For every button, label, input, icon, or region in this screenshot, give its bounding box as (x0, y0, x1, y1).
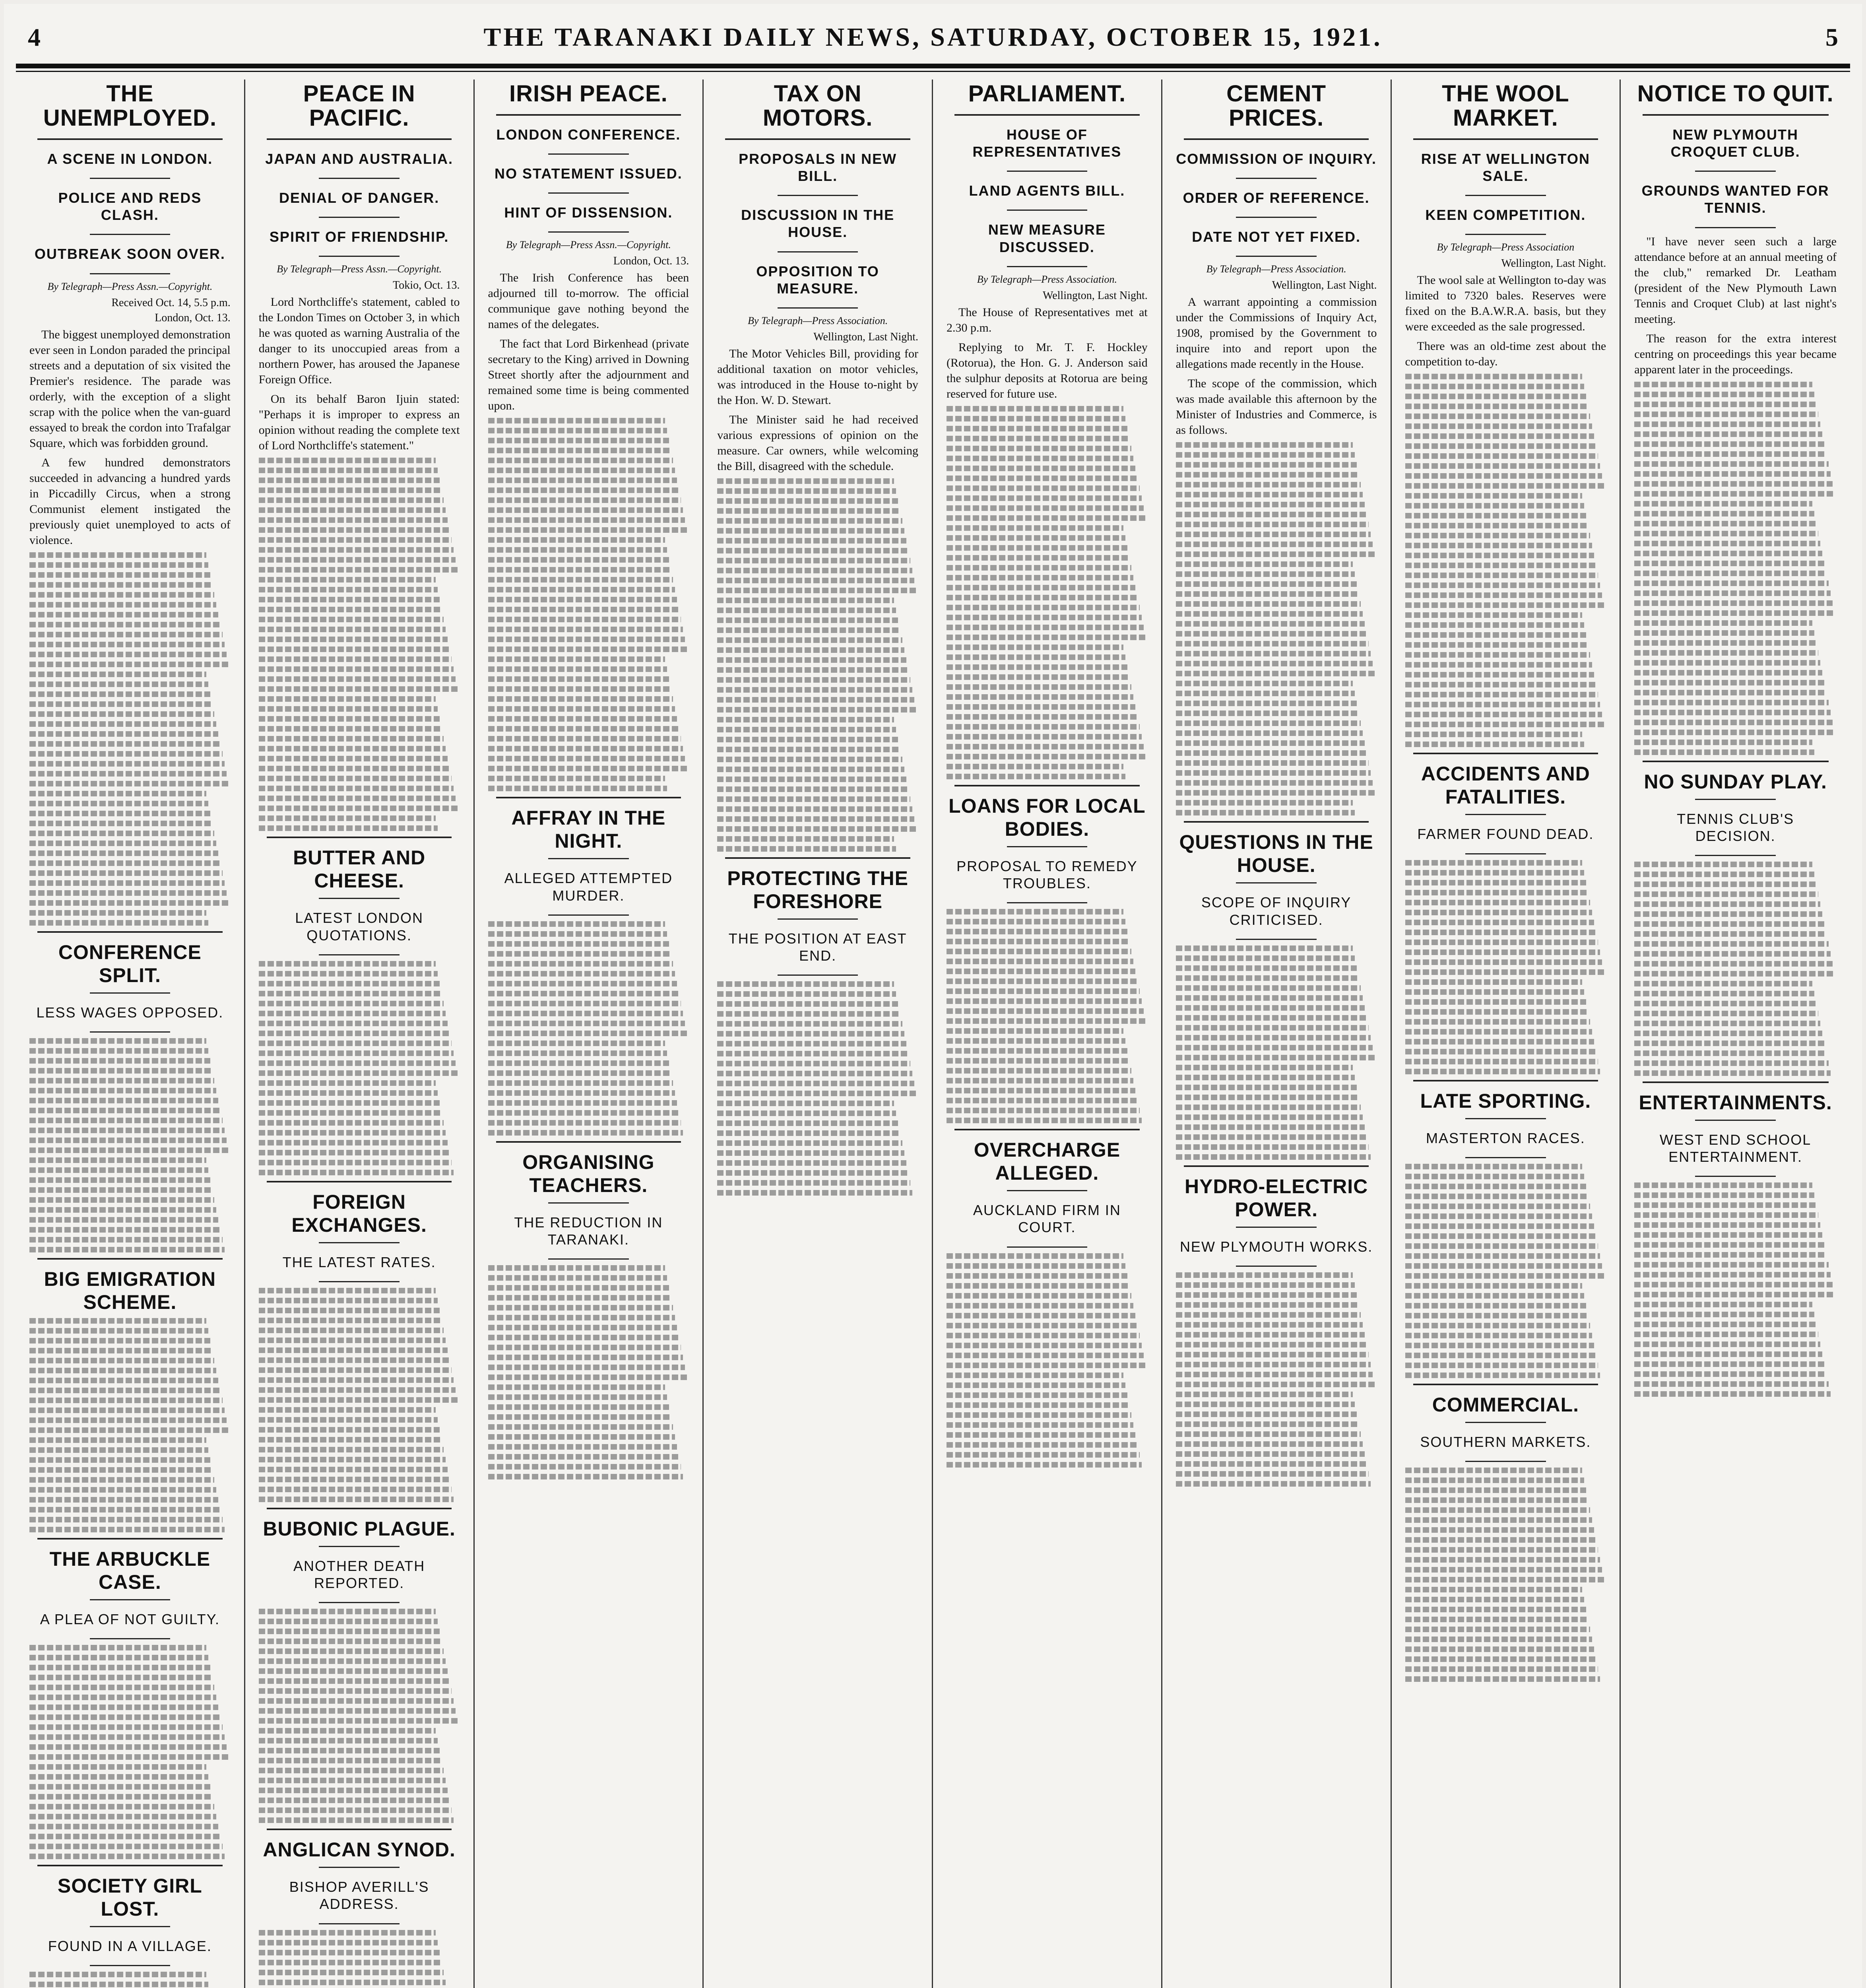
divider (548, 1202, 628, 1204)
section-subheading: A PLEA OF NOT GUILTY. (40, 1611, 220, 1627)
divider (1465, 1422, 1546, 1423)
divider (1465, 814, 1546, 815)
divider (319, 256, 399, 257)
divider (1184, 138, 1369, 140)
article-subheading: OPPOSITION TO MEASURE. (756, 263, 879, 297)
article-headline: CEMENT PRICES. (1226, 81, 1327, 131)
article-subheading: KEEN COMPETITION. (1425, 207, 1586, 223)
section-headline: COMMERCIAL. (1432, 1393, 1579, 1416)
divider (548, 858, 628, 859)
body-text-block (488, 921, 689, 1136)
divider (1184, 821, 1369, 823)
section-subheading: PROPOSAL TO REMEDY TROUBLES. (956, 858, 1138, 892)
article-byline: By Telegraph—Press Association (1437, 241, 1575, 253)
column-4 (704, 80, 933, 1988)
divider (1236, 882, 1316, 883)
divider (319, 217, 399, 218)
section-headline: BIG EMIGRATION SCHEME. (44, 1268, 216, 1313)
article-dateline: Wellington, Last Night. (1501, 257, 1606, 270)
divider (1413, 753, 1598, 754)
divider (778, 918, 858, 920)
section-headline: THE ARBUCKLE CASE. (49, 1547, 211, 1593)
article-byline: By Telegraph—Press Association. (1206, 263, 1346, 275)
section-subheading: AUCKLAND FIRM IN COURT. (973, 1202, 1121, 1236)
body-text-block (29, 1318, 231, 1532)
divider (1236, 1266, 1316, 1267)
divider (90, 1638, 170, 1639)
article-paragraph: A warrant appointing a commission under the Commissions of Inquiry Act, 1908, promised by the Government to inquire into and report upon the allegations made recently in the House. (1175, 295, 1377, 371)
divider (1695, 1176, 1776, 1177)
article-headline: THE UNEMPLOYED. (43, 81, 217, 131)
divider (1465, 1157, 1546, 1158)
section-headline: PROTECTING THE FORESHORE (727, 867, 908, 912)
section-subheading: LESS WAGES OPPOSED. (36, 1004, 224, 1021)
article-paragraph: The House of Representatives met at 2.30 p.m. (947, 305, 1148, 334)
article-paragraph: On its behalf Baron Ijuin stated: "Perhaps it is improper to express an opinion without reading the complete text of Lord Northcliffe's statement." (258, 392, 460, 452)
divider (1465, 853, 1546, 854)
body-text-block (259, 1288, 460, 1502)
column-6 (1162, 80, 1392, 1988)
article-dateline: London, Oct. 13. (613, 255, 689, 268)
divider (319, 178, 399, 179)
article-byline: By Telegraph—Press Assn.—Copyright. (47, 280, 213, 292)
column-1 (16, 80, 245, 1988)
divider (1007, 1190, 1087, 1191)
divider (90, 1599, 170, 1600)
body-text-block (717, 981, 918, 1196)
divider (1643, 114, 1829, 116)
body-text-block (1634, 382, 1837, 755)
body-text-block (259, 1609, 460, 1823)
section-headline: AFFRAY IN THE NIGHT. (511, 807, 666, 852)
body-text-block (259, 1930, 460, 1988)
section-subheading: WEST END SCHOOL ENTERTAINMENT. (1659, 1132, 1812, 1165)
divider (90, 273, 170, 274)
article-subheading: SPIRIT OF FRIENDSHIP. (269, 229, 449, 245)
section-subheading: SCOPE OF INQUIRY CRITICISED. (1201, 894, 1352, 928)
divider (725, 857, 910, 859)
received-time: Received Oct. 14, 5.5 p.m. (111, 296, 231, 309)
divider (1465, 234, 1546, 235)
divider (90, 1926, 170, 1927)
body-text-block (29, 1972, 231, 1988)
divider (1643, 761, 1829, 762)
divider (1007, 902, 1087, 903)
section-headline: LATE SPORTING. (1420, 1089, 1591, 1112)
divider (90, 234, 170, 235)
section-subheading: THE REDUCTION IN TARANAKI. (514, 1214, 663, 1248)
section-subheading: FARMER FOUND DEAD. (1417, 826, 1594, 843)
article-paragraph: Replying to Mr. T. F. Hockley (Rotorua), the Hon. G. J. Anderson said the sulphur deposits at Rotorua are being reserved for future use. (947, 340, 1148, 400)
article-byline: By Telegraph—Press Assn.—Copyright. (506, 239, 671, 251)
divider (37, 138, 222, 140)
article-subheading: PROPOSALS IN NEW BILL. (739, 150, 897, 184)
article-subheading: A SCENE IN LONDON. (47, 150, 213, 167)
body-text-block (29, 1038, 231, 1252)
section-headline: ORGANISING TEACHERS. (522, 1151, 655, 1196)
divider (954, 785, 1139, 786)
article-subheading: ORDER OF REFERENCE. (1183, 189, 1370, 206)
article-subheading: JAPAN AND AUSTRALIA. (265, 150, 453, 167)
divider (1007, 210, 1087, 211)
article-paragraph: The reason for the extra interest centring on proceedings this year became apparent later in the proceedings. (1634, 332, 1837, 376)
divider (90, 1031, 170, 1033)
body-text-block (1176, 1272, 1377, 1487)
divider (267, 1829, 452, 1830)
newspaper-title: THE TARANAKI DAILY NEWS, SATURDAY, OCTOBER 15, 1921. (483, 23, 1383, 52)
divider (778, 195, 858, 196)
divider (37, 931, 222, 933)
section-subheading: SOUTHERN MARKETS. (1420, 1433, 1591, 1450)
article-subheading: GROUNDS WANTED FOR TENNIS. (1641, 182, 1829, 216)
body-text-block (1176, 442, 1377, 815)
section-headline: LOANS FOR LOCAL BODIES. (949, 794, 1146, 840)
article-subheading: COMMISSION OF INQUIRY. (1176, 150, 1377, 167)
article-paragraph: "I have never seen such a large attendance before at an annual meeting of the club," remarked Dr. Leatham (president of the New Plymouth Lawn Tennis and Croquet Club) at last night's meeting. (1634, 235, 1837, 326)
article-subheading: HINT OF DISSENSION. (504, 204, 673, 221)
body-text-block (1405, 860, 1606, 1074)
divider (1236, 256, 1316, 257)
body-text-block (488, 418, 689, 791)
section-subheading: LATEST LONDON QUOTATIONS. (295, 910, 423, 944)
divider (1413, 1080, 1598, 1081)
divider (1695, 227, 1776, 228)
divider (1695, 171, 1776, 172)
section-subheading: THE LATEST RATES. (282, 1254, 436, 1270)
divider (1007, 266, 1087, 267)
divider (954, 114, 1139, 116)
article-columns (16, 80, 1850, 1988)
article-subheading: LAND AGENTS BILL. (969, 182, 1125, 199)
section-subheading: MASTERTON RACES. (1426, 1130, 1585, 1146)
divider (548, 914, 628, 916)
section-subheading: TENNIS CLUB'S DECISION. (1677, 810, 1794, 844)
divider (319, 1923, 399, 1924)
divider (1007, 1246, 1087, 1248)
article-paragraph: There was an old-time zest about the competition to-day. (1405, 340, 1606, 369)
divider (496, 114, 681, 116)
divider (37, 1538, 222, 1540)
section-headline: OVERCHARGE ALLEGED. (974, 1139, 1121, 1184)
section-headline: NO SUNDAY PLAY. (1644, 770, 1827, 793)
divider (319, 1602, 399, 1603)
divider (1413, 138, 1598, 140)
article-subheading: OUTBREAK SOON OVER. (34, 246, 225, 262)
section-headline: FOREIGN EXCHANGES. (291, 1190, 427, 1236)
section-headline: SOCIETY GIRL LOST. (57, 1874, 202, 1920)
article-subheading: DATE NOT YET FIXED. (1192, 229, 1361, 245)
section-headline: ACCIDENTS AND FATALITIES. (1421, 763, 1590, 808)
divider (778, 975, 858, 976)
divider (1184, 1165, 1369, 1167)
article-paragraph: The Irish Conference has been adjourned till to-morrow. The official communique gave nothing beyond the names of the delegates. (488, 271, 689, 331)
column-5 (933, 80, 1162, 1988)
article-headline: NOTICE TO QUIT. (1637, 81, 1834, 107)
divider (319, 1546, 399, 1547)
divider (319, 1867, 399, 1868)
divider (90, 178, 170, 179)
body-text-block (1634, 862, 1837, 1076)
divider (954, 1129, 1139, 1130)
divider (1236, 939, 1316, 940)
body-text-block (1634, 1182, 1837, 1397)
divider (90, 1965, 170, 1966)
article-paragraph: The wool sale at Wellington to-day was limited to 7320 bales. Reserves were fixed on the B.A.W.R.A. basis, but they were exceeded as the sale progressed. (1405, 274, 1606, 334)
article-byline: By Telegraph—Press Association. (748, 315, 888, 326)
divider (1695, 855, 1776, 856)
article-dateline: Wellington, Last Night. (813, 330, 918, 343)
divider (267, 1181, 452, 1182)
body-text-block (1405, 1468, 1606, 1682)
newspaper-page (4, 4, 1862, 1988)
article-paragraph: The Minister said he had received various expressions of opinion on the measure. Car owners, while welcoming the Bill, disagreed with the schedule. (717, 413, 918, 473)
body-text-block (717, 478, 918, 852)
divider (1007, 171, 1087, 172)
article-paragraph: The fact that Lord Birkenhead (private secretary to the King) arrived in Downing Street shortly after the adjournment and remained some time is being commented upon. (488, 337, 689, 413)
article-headline: PARLIAMENT. (968, 81, 1126, 107)
divider (1695, 799, 1776, 800)
column-8 (1621, 80, 1850, 1988)
page-number-right: 5 (1825, 23, 1838, 51)
article-headline: THE WOOL MARKET. (1442, 81, 1569, 131)
article-subheading: LONDON CONFERENCE. (496, 126, 681, 143)
masthead-rule (16, 64, 1850, 72)
divider (267, 837, 452, 838)
article-paragraph: Lord Northcliffe's statement, cabled to the London Times on October 3, in which he was quoted as warning Australia of the danger to its unoccupied areas from a northern Power, has aroused the Japanese Foreign Office. (258, 295, 460, 386)
divider (267, 1508, 452, 1509)
body-text-block (29, 1645, 231, 1859)
divider (1236, 178, 1316, 179)
divider (725, 138, 910, 140)
section-headline: ENTERTAINMENTS. (1639, 1091, 1832, 1114)
article-paragraph: A few hundred demonstrators succeeded in advancing a hundred yards in Piccadilly Circus, when a strong Communist element instigated the previously quiet unemployed to acts of violence. (29, 456, 231, 547)
article-subheading: DENIAL OF DANGER. (279, 189, 440, 206)
section-subheading: ALLEGED ATTEMPTED MURDER. (504, 870, 673, 904)
body-text-block (1176, 945, 1377, 1160)
divider (496, 797, 681, 798)
article-headline: TAX ON MOTORS. (762, 81, 873, 131)
divider (1236, 217, 1316, 218)
article-headline: IRISH PEACE. (509, 81, 668, 107)
section-headline: BUTTER AND CHEESE. (293, 846, 426, 892)
divider (267, 138, 452, 140)
divider (778, 307, 858, 309)
divider (1465, 1461, 1546, 1462)
section-subheading: NEW PLYMOUTH WORKS. (1179, 1238, 1373, 1255)
article-dateline: Wellington, Last Night. (1043, 289, 1148, 302)
article-subheading: NEW PLYMOUTH CROQUET CLUB. (1670, 126, 1800, 160)
section-subheading: ANOTHER DEATH REPORTED. (293, 1557, 425, 1592)
article-byline: By Telegraph—Press Assn.—Copyright. (277, 263, 442, 275)
article-headline: PEACE IN PACIFIC. (303, 81, 415, 131)
divider (1007, 846, 1087, 847)
divider (1695, 1120, 1776, 1121)
section-headline: ANGLICAN SYNOD. (263, 1839, 456, 1861)
section-subheading: BISHOP AVERILL'S ADDRESS. (289, 1879, 429, 1912)
article-dateline: Tokio, Oct. 13. (393, 279, 460, 292)
divider (319, 1281, 399, 1282)
divider (1643, 1081, 1829, 1083)
body-text-block (488, 1265, 689, 1479)
article-subheading: DISCUSSION IN THE HOUSE. (741, 207, 895, 241)
column-7 (1392, 80, 1621, 1988)
section-headline: HYDRO-ELECTRIC POWER. (1185, 1175, 1368, 1221)
divider (496, 1141, 681, 1143)
article-subheading: RISE AT WELLINGTON SALE. (1421, 150, 1591, 184)
section-headline: QUESTIONS IN THE HOUSE. (1179, 831, 1373, 877)
article-dateline: Wellington, Last Night. (1272, 279, 1377, 292)
section-subheading: THE POSITION AT EAST END. (728, 930, 907, 964)
article-subheading: POLICE AND REDS CLASH. (58, 189, 202, 223)
article-dateline: London, Oct. 13. (155, 311, 231, 324)
divider (778, 251, 858, 252)
article-subheading: HOUSE OF REPRESENTATIVES (972, 126, 1122, 160)
article-subheading: NEW MEASURE DISCUSSED. (988, 221, 1106, 255)
divider (319, 1242, 399, 1243)
divider (1465, 195, 1546, 196)
article-paragraph: The scope of the commission, which was made available this afternoon by the Minister of Industries and Commerce, is as follows. (1175, 377, 1377, 437)
body-text-block (947, 909, 1148, 1123)
column-3 (475, 80, 704, 1988)
body-text-block (259, 961, 460, 1175)
body-text-block (259, 458, 460, 831)
article-byline: By Telegraph—Press Association. (977, 273, 1117, 285)
divider (319, 954, 399, 955)
section-headline: BUBONIC PLAGUE. (263, 1517, 456, 1540)
section-subheading: FOUND IN A VILLAGE. (48, 1938, 212, 1954)
article-subheading: NO STATEMENT ISSUED. (495, 165, 683, 182)
divider (1236, 1227, 1316, 1228)
page-number-left: 4 (28, 23, 41, 51)
divider (1465, 1118, 1546, 1119)
divider (37, 1865, 222, 1866)
body-text-block (947, 406, 1148, 779)
body-text-block (29, 552, 231, 926)
divider (548, 1258, 628, 1260)
article-paragraph: The Motor Vehicles Bill, providing for additional taxation on motor vehicles, was introduced in the House to-night by the Hon. W. D. Stewart. (717, 347, 918, 407)
divider (548, 192, 628, 194)
body-text-block (947, 1253, 1148, 1468)
article-paragraph: The biggest unemployed demonstration ever seen in London paraded the principal streets and a deputation of six visited the Premier's residence. The parade was orderly, with the exception of a slight scrap with the police when the van-guard essayed to break the cordon into Trafalgar Square, which was forbidden ground. (29, 328, 231, 450)
section-headline: CONFERENCE SPLIT. (58, 941, 202, 986)
divider (1413, 1384, 1598, 1385)
divider (548, 231, 628, 233)
column-2 (245, 80, 475, 1988)
body-text-block (1405, 374, 1606, 747)
divider (319, 898, 399, 899)
divider (90, 992, 170, 994)
divider (37, 1258, 222, 1260)
divider (548, 153, 628, 155)
masthead (28, 14, 1838, 61)
body-text-block (1405, 1164, 1606, 1378)
